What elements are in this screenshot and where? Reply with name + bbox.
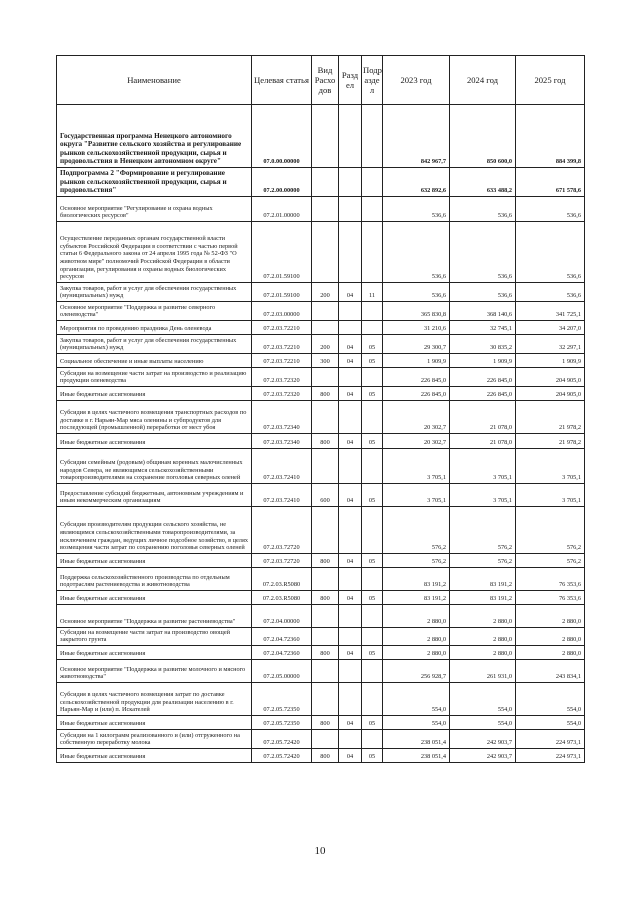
row-section [339, 367, 362, 386]
row-value-2024: 3 705,1 [450, 448, 516, 483]
row-target-article: 07.2.04.00000 [252, 604, 312, 627]
row-subsection [362, 196, 383, 221]
row-expense-type [312, 659, 339, 682]
row-expense-type: 800 [312, 715, 339, 729]
row-subsection: 05 [362, 433, 383, 448]
row-name: Иные бюджетные ассигнования [57, 645, 252, 659]
row-expense-type [312, 448, 339, 483]
row-section [339, 627, 362, 645]
table-row [57, 627, 585, 645]
table-row [57, 567, 585, 590]
row-name: Основное мероприятие "Поддержка и развитие северного оленеводства" [57, 301, 252, 320]
row-section [339, 604, 362, 627]
page-number: 10 [314, 845, 326, 857]
row-value-2025: 224 973,1 [516, 729, 585, 748]
row-name: Социальное обеспечение и иные выплаты населению [57, 353, 252, 367]
row-target-article: 07.2.01.59100 [252, 221, 312, 282]
row-subsection [362, 729, 383, 748]
header-name: Наименование [57, 56, 252, 105]
table-row [57, 483, 585, 506]
table-header-row [57, 56, 585, 105]
table-row [57, 196, 585, 221]
row-subsection: 11 [362, 282, 383, 301]
row-target-article: 07.2.04.72360 [252, 645, 312, 659]
table-row [57, 386, 585, 400]
table-row [57, 282, 585, 301]
row-section [339, 506, 362, 553]
row-name: Иные бюджетные ассигнования [57, 433, 252, 448]
row-expense-type [312, 320, 339, 334]
row-subsection [362, 105, 383, 168]
row-name: Поддержка сельскохозяйственного производства по отдельным подотраслям растениеводства и животноводства [57, 567, 252, 590]
header-year-2024: 2024 год [450, 56, 516, 105]
row-value-2025: 536,6 [516, 221, 585, 282]
table-row [57, 682, 585, 715]
row-value-2024: 242 903,7 [450, 729, 516, 748]
row-value-2025: 32 297,1 [516, 334, 585, 353]
row-value-2025: 21 978,2 [516, 400, 585, 433]
table-row [57, 715, 585, 729]
row-expense-type [312, 682, 339, 715]
row-subsection: 05 [362, 590, 383, 604]
table-row [57, 659, 585, 682]
row-target-article: 07.0.00.00000 [252, 105, 312, 168]
row-target-article: 07.2.05.72350 [252, 682, 312, 715]
row-value-2025: 576,2 [516, 506, 585, 553]
row-target-article: 07.2.04.72360 [252, 627, 312, 645]
row-expense-type [312, 221, 339, 282]
table-row [57, 400, 585, 433]
row-value-2025: 554,0 [516, 715, 585, 729]
row-name: Иные бюджетные ассигнования [57, 590, 252, 604]
row-expense-type [312, 604, 339, 627]
row-value-2025: 671 578,6 [516, 168, 585, 197]
table-row [57, 729, 585, 748]
row-target-article: 07.2.03.00000 [252, 301, 312, 320]
row-expense-type: 200 [312, 334, 339, 353]
row-subsection [362, 320, 383, 334]
row-name: Субсидия на возмещение части затрат на производство и реализацию продукции оленеводства [57, 367, 252, 386]
table-row [57, 590, 585, 604]
row-value-2025: 3 705,1 [516, 448, 585, 483]
table-row [57, 105, 585, 168]
row-subsection [362, 367, 383, 386]
row-subsection [362, 506, 383, 553]
row-target-article: 07.2.03.72340 [252, 400, 312, 433]
row-name: Субсидия в целях частичного возмещения затрат по доставке сельскохозяйственной продукции для реализации населению в г. Нарьян-Мар и (или) п. Искателей [57, 682, 252, 715]
table-row [57, 645, 585, 659]
table-row [57, 353, 585, 367]
row-name: Основное мероприятие "Поддержка и развитие растениеводства" [57, 604, 252, 627]
header-target-article: Целевая статья [252, 56, 312, 105]
row-expense-type: 600 [312, 483, 339, 506]
row-target-article: 07.2.03.R5080 [252, 590, 312, 604]
row-value-2025: 21 978,2 [516, 433, 585, 448]
row-subsection [362, 627, 383, 645]
row-subsection: 05 [362, 715, 383, 729]
row-value-2023: 576,2 [383, 506, 450, 553]
row-value-2024: 83 191,2 [450, 567, 516, 590]
row-expense-type [312, 196, 339, 221]
row-value-2024: 32 745,1 [450, 320, 516, 334]
row-value-2024: 242 903,7 [450, 748, 516, 762]
row-value-2025: 224 973,1 [516, 748, 585, 762]
row-value-2023: 29 300,7 [383, 334, 450, 353]
row-name: Иные бюджетные ассигнования [57, 553, 252, 567]
header-year-2025: 2025 год [516, 56, 585, 105]
row-name: Государственная программа Ненецкого автономного округа "Развитие сельского хозяйства и регулирование рынков сельскохозяйственной продукции, сырья и продовольствия в Ненецком автономном округе" [57, 105, 252, 168]
header-subsection: Подр азде л [362, 56, 383, 105]
row-value-2024: 2 880,0 [450, 604, 516, 627]
row-section [339, 168, 362, 197]
table-row [57, 448, 585, 483]
row-subsection [362, 659, 383, 682]
row-value-2023: 20 302,7 [383, 400, 450, 433]
row-section [339, 301, 362, 320]
row-value-2024: 30 835,2 [450, 334, 516, 353]
row-value-2025: 576,2 [516, 553, 585, 567]
row-value-2023: 20 302,7 [383, 433, 450, 448]
row-value-2023: 576,2 [383, 553, 450, 567]
row-section [339, 567, 362, 590]
row-target-article: 07.2.03.72210 [252, 320, 312, 334]
table-row [57, 334, 585, 353]
row-expense-type [312, 627, 339, 645]
row-value-2023: 256 928,7 [383, 659, 450, 682]
row-expense-type [312, 168, 339, 197]
row-name: Субсидия на 1 килограмм реализованного и (или) отгруженного на собственную переработку молока [57, 729, 252, 748]
table-row [57, 748, 585, 762]
row-value-2025: 2 880,0 [516, 627, 585, 645]
row-value-2024: 554,0 [450, 715, 516, 729]
row-value-2023: 238 051,4 [383, 748, 450, 762]
row-name: Основное мероприятие "Поддержка и развитие молочного и мясного животноводства" [57, 659, 252, 682]
row-name: Субсидии семейным (родовым) общинам коренных малочисленных народов Севера, не являющимся сельскохозяйственными товаропроизводителями на сохранение поголовья северных оленей [57, 448, 252, 483]
table-row [57, 320, 585, 334]
row-subsection [362, 301, 383, 320]
row-value-2025: 204 905,0 [516, 386, 585, 400]
row-target-article: 07.2.03.72320 [252, 367, 312, 386]
row-section: 04 [339, 715, 362, 729]
row-value-2025: 536,6 [516, 282, 585, 301]
row-section [339, 320, 362, 334]
row-target-article: 07.2.05.72350 [252, 715, 312, 729]
row-value-2023: 536,6 [383, 282, 450, 301]
row-value-2025: 76 353,6 [516, 567, 585, 590]
row-value-2023: 2 880,0 [383, 627, 450, 645]
row-name: Мероприятия по проведению праздника День оленевода [57, 320, 252, 334]
row-value-2023: 842 967,7 [383, 105, 450, 168]
row-section [339, 400, 362, 433]
row-name: Подпрограмма 2 "Формирование и регулирование рынков сельскохозяйственной продукции, сырья и продовольствия" [57, 168, 252, 197]
row-value-2024: 2 880,0 [450, 645, 516, 659]
row-subsection: 05 [362, 645, 383, 659]
row-subsection [362, 168, 383, 197]
row-subsection: 05 [362, 386, 383, 400]
row-value-2024: 21 078,0 [450, 433, 516, 448]
row-target-article: 07.2.01.00000 [252, 196, 312, 221]
header-expense-type: Вид Расхо дов [312, 56, 339, 105]
budget-table [56, 55, 585, 763]
row-value-2025: 34 207,0 [516, 320, 585, 334]
row-section [339, 659, 362, 682]
row-value-2023: 83 191,2 [383, 590, 450, 604]
row-value-2024: 536,6 [450, 282, 516, 301]
row-section: 04 [339, 433, 362, 448]
row-section: 04 [339, 386, 362, 400]
row-expense-type: 800 [312, 553, 339, 567]
row-section: 04 [339, 590, 362, 604]
row-name: Субсидия производителям продукции сельского хозяйства, не являющимся сельскохозяйственными товаропроизводителями, за исключением граждан, ведущих личное подсобное хозяйство, в целях возмещения части затрат по сохранению поголовья северных оленей [57, 506, 252, 553]
row-value-2023: 1 909,9 [383, 353, 450, 367]
row-value-2023: 3 705,1 [383, 483, 450, 506]
row-expense-type [312, 367, 339, 386]
row-target-article: 07.2.03.72410 [252, 448, 312, 483]
row-value-2023: 31 210,6 [383, 320, 450, 334]
row-subsection [362, 448, 383, 483]
table-row [57, 604, 585, 627]
row-target-article: 07.2.03.72410 [252, 483, 312, 506]
header-year-2023: 2023 год [383, 56, 450, 105]
row-target-article: 07.2.00.00000 [252, 168, 312, 197]
row-subsection [362, 221, 383, 282]
row-value-2025: 2 880,0 [516, 604, 585, 627]
row-expense-type [312, 400, 339, 433]
row-target-article: 07.2.03.72340 [252, 433, 312, 448]
row-section [339, 105, 362, 168]
row-value-2025: 3 705,1 [516, 483, 585, 506]
row-value-2024: 1 909,9 [450, 353, 516, 367]
row-value-2024: 536,6 [450, 196, 516, 221]
row-section: 04 [339, 553, 362, 567]
row-value-2023: 2 880,0 [383, 604, 450, 627]
row-value-2023: 226 845,0 [383, 386, 450, 400]
table-row [57, 433, 585, 448]
row-value-2023: 365 830,8 [383, 301, 450, 320]
row-section: 04 [339, 334, 362, 353]
row-expense-type: 300 [312, 353, 339, 367]
row-value-2024: 576,2 [450, 553, 516, 567]
row-expense-type [312, 105, 339, 168]
row-value-2025: 884 399,8 [516, 105, 585, 168]
row-expense-type [312, 729, 339, 748]
header-section: Разд ел [339, 56, 362, 105]
row-value-2024: 368 140,6 [450, 301, 516, 320]
row-value-2023: 632 892,6 [383, 168, 450, 197]
row-value-2023: 3 705,1 [383, 448, 450, 483]
row-value-2025: 341 725,1 [516, 301, 585, 320]
row-value-2023: 536,6 [383, 221, 450, 282]
row-name: Субсидия в целях частичного возмещения транспортных расходов по доставке в г. Нарьян-Мар мяса оленины и субпродуктов для последующей (промышленной) переработки от мест убоя [57, 400, 252, 433]
row-section [339, 682, 362, 715]
row-subsection [362, 567, 383, 590]
row-section [339, 221, 362, 282]
row-target-article: 07.2.05.72420 [252, 748, 312, 762]
row-expense-type [312, 301, 339, 320]
row-section [339, 196, 362, 221]
table-row [57, 553, 585, 567]
row-name: Иные бюджетные ассигнования [57, 386, 252, 400]
row-subsection: 05 [362, 748, 383, 762]
row-value-2024: 83 191,2 [450, 590, 516, 604]
table-row [57, 221, 585, 282]
row-target-article: 07.2.03.72720 [252, 506, 312, 553]
row-value-2024: 554,0 [450, 682, 516, 715]
row-name: Иные бюджетные ассигнования [57, 748, 252, 762]
row-value-2024: 850 600,0 [450, 105, 516, 168]
row-section [339, 729, 362, 748]
row-value-2025: 204 905,0 [516, 367, 585, 386]
row-section: 04 [339, 353, 362, 367]
row-value-2024: 21 078,0 [450, 400, 516, 433]
row-section [339, 448, 362, 483]
row-target-article: 07.2.03.72320 [252, 386, 312, 400]
row-value-2023: 554,0 [383, 682, 450, 715]
row-value-2024: 576,2 [450, 506, 516, 553]
row-subsection: 05 [362, 353, 383, 367]
row-value-2024: 536,6 [450, 221, 516, 282]
row-section: 04 [339, 748, 362, 762]
row-subsection [362, 400, 383, 433]
row-value-2025: 554,0 [516, 682, 585, 715]
table-row [57, 506, 585, 553]
row-value-2023: 226 845,0 [383, 367, 450, 386]
row-expense-type: 200 [312, 282, 339, 301]
row-name: Субсидии на возмещение части затрат на производство овощей закрытого грунта [57, 627, 252, 645]
row-expense-type [312, 567, 339, 590]
row-value-2025: 536,6 [516, 196, 585, 221]
table-row [57, 367, 585, 386]
row-value-2023: 536,6 [383, 196, 450, 221]
table-row [57, 301, 585, 320]
row-value-2024: 2 880,0 [450, 627, 516, 645]
row-target-article: 07.2.03.R5080 [252, 567, 312, 590]
row-subsection [362, 604, 383, 627]
row-name: Предоставление субсидий бюджетным, автономным учреждениям и иным некоммерческим организациям [57, 483, 252, 506]
row-target-article: 07.2.03.72720 [252, 553, 312, 567]
row-value-2025: 243 834,1 [516, 659, 585, 682]
row-value-2025: 76 353,6 [516, 590, 585, 604]
row-target-article: 07.2.01.59100 [252, 282, 312, 301]
row-expense-type: 800 [312, 386, 339, 400]
budget-document-page [56, 55, 584, 763]
row-value-2024: 633 488,2 [450, 168, 516, 197]
row-subsection [362, 682, 383, 715]
row-name: Закупка товаров, работ и услуг для обеспечения государственных (муниципальных) нужд [57, 334, 252, 353]
row-subsection: 05 [362, 334, 383, 353]
table-body [57, 105, 585, 763]
row-target-article: 07.2.03.72210 [252, 353, 312, 367]
row-name: Осуществление переданных органам государственной власти субъектов Российской Федерации в соответствии с частью первой статьи 6 Федерального закона от 24 апреля 1995 года № 52-ФЗ "О животном мире" полномочий Российской Федерации в области организации, регулирования и охраны водных биологических ресурсов [57, 221, 252, 282]
row-expense-type: 800 [312, 748, 339, 762]
row-value-2025: 2 880,0 [516, 645, 585, 659]
row-value-2025: 1 909,9 [516, 353, 585, 367]
row-name: Основное мероприятие "Регулирование и охрана водных биологических ресурсов" [57, 196, 252, 221]
row-section: 04 [339, 282, 362, 301]
table-row [57, 168, 585, 197]
row-expense-type: 800 [312, 433, 339, 448]
row-value-2024: 226 845,0 [450, 386, 516, 400]
row-value-2023: 554,0 [383, 715, 450, 729]
row-expense-type: 800 [312, 645, 339, 659]
row-name: Закупка товаров, работ и услуг для обеспечения государственных (муниципальных) нужд [57, 282, 252, 301]
row-subsection: 05 [362, 553, 383, 567]
row-target-article: 07.2.05.72420 [252, 729, 312, 748]
row-value-2024: 226 845,0 [450, 367, 516, 386]
row-value-2024: 261 931,0 [450, 659, 516, 682]
row-value-2023: 238 051,4 [383, 729, 450, 748]
row-name: Иные бюджетные ассигнования [57, 715, 252, 729]
row-section: 04 [339, 645, 362, 659]
row-value-2023: 83 191,2 [383, 567, 450, 590]
row-subsection: 05 [362, 483, 383, 506]
row-target-article: 07.2.03.72210 [252, 334, 312, 353]
row-value-2023: 2 880,0 [383, 645, 450, 659]
row-expense-type [312, 506, 339, 553]
row-value-2024: 3 705,1 [450, 483, 516, 506]
row-target-article: 07.2.05.00000 [252, 659, 312, 682]
row-expense-type: 800 [312, 590, 339, 604]
row-section: 04 [339, 483, 362, 506]
